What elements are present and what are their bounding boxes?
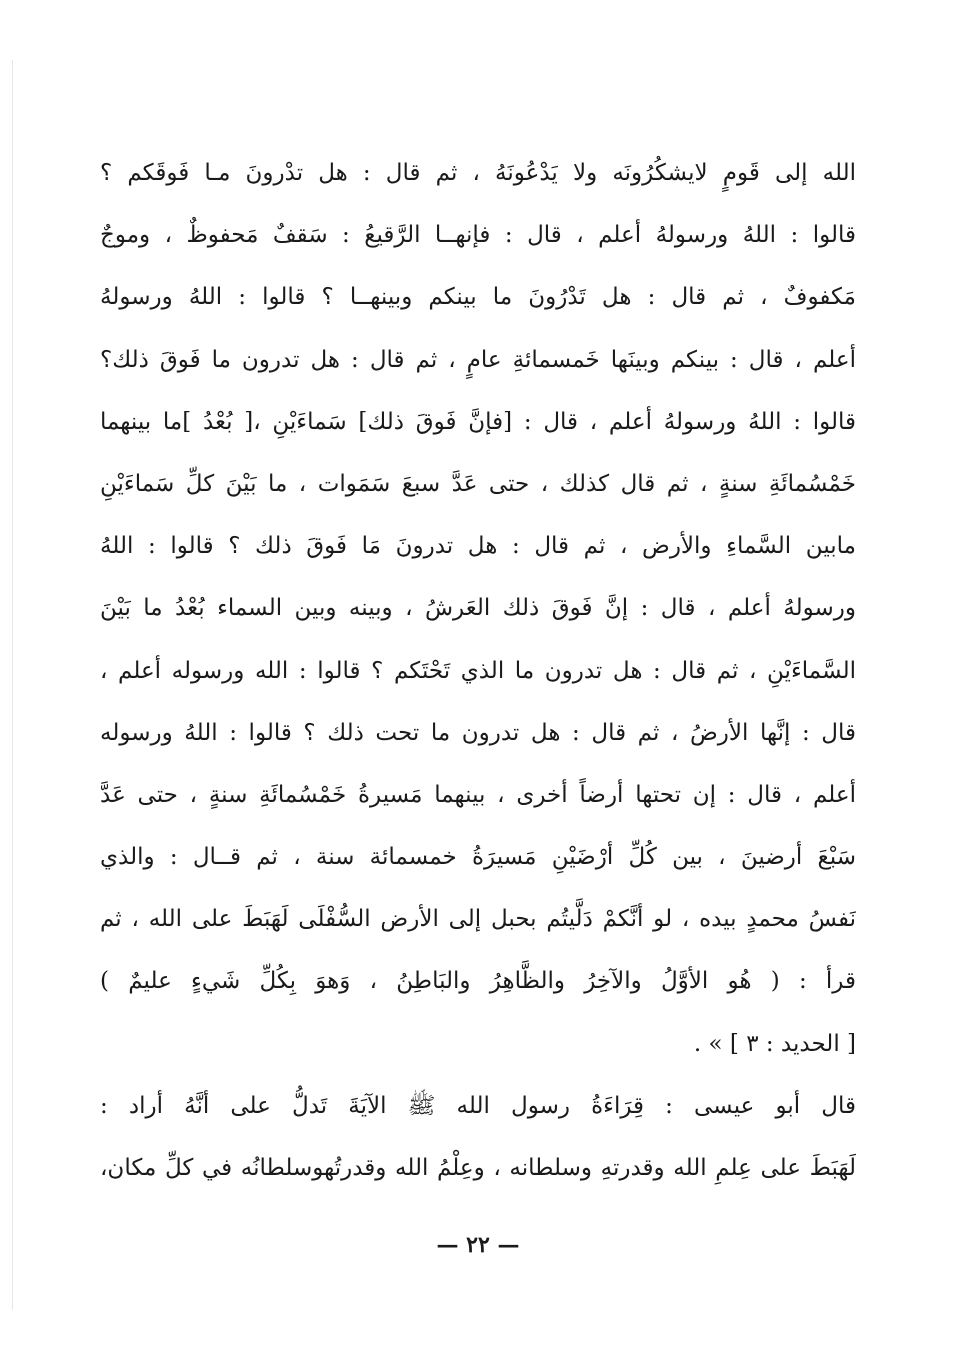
text-line: ورسولهُ أعلم ، قال : إنَّ فَوقَ ذلك العَرشُ ، وبينه وبين السماء بُعْدُ ما بَيْنَ bbox=[100, 595, 856, 622]
text-line: مابين السَّماءِ والأرض ، ثم قال : هل تدرونَ مَا فَوقَ ذلك ؟ قالوا : اللهُ bbox=[100, 533, 856, 560]
text-line: قالوا : اللهُ ورسولهُ أعلم ، قال : [فإنَّ فَوقَ ذلك] سَماءَيْنِ ،[ بُعْدُ ]ما بينهما bbox=[100, 408, 856, 435]
text-line: قالوا : اللهُ ورسولهُ أعلم ، قال : فإنهــا الرَّقيعُ : سَقفٌ مَحفوظٌ ، وموجٌ bbox=[100, 222, 856, 249]
text-line: الله إلى قَومٍ لايشكُرُونَه ولا يَدْعُونَهُ ، ثم قال : هل تدْرونَ مـا فَوقَكم ؟ bbox=[100, 160, 856, 186]
text-line: السَّماءَيْنِ ، ثم قال : هل تدرون ما الذي تَحْتَكم ؟ قالوا : الله ورسوله أعلم ، bbox=[100, 657, 856, 684]
text-line: مَكفوفٌ ، ثم قال : هل تَدْرُونَ ما بينكم وبينهــا ؟ قالوا : اللهُ ورسولهُ bbox=[100, 284, 856, 311]
citation-line: [ الحديد : ٣ ] » . bbox=[693, 1030, 856, 1057]
body-text bbox=[100, 142, 856, 1199]
text-line: لَهَبَطَ على عِلمِ الله وقدرتهِ وسلطانه ، وعِلْمُ الله وقدرتُهوسلطانُه في كلِّ مكان، bbox=[100, 1155, 856, 1181]
text-line: سَبْعَ أرضينَ ، بين كُلِّ أرْضَيْنِ مَسيرَةُ خمسمائة سنة ، ثم قــال : والذي bbox=[100, 844, 856, 871]
page-number: — ٢٢ — bbox=[436, 1232, 520, 1258]
text-line: قرأ : ( هُو الأوَّلُ والآخِرُ والظَّاهِرُ والبَاطِنُ ، وَهوَ بِكُلِّ شَيءٍ عليمٌ ) bbox=[100, 968, 856, 995]
text-line: نَفسُ محمدٍ بيده ، لو أنَّكمْ دَلَّيتُم بحبل إلى الأرض السُّفْلَى لَهَبَطَ على الله ، ثم bbox=[100, 906, 856, 933]
text-line: قال أبو عيسى : قِرَاءَةُ رسول الله ﷺ الآيَةَ تَدلُّ على أنَّهُ أراد : bbox=[100, 1092, 856, 1119]
scan-edge-line bbox=[12, 60, 13, 1310]
text-line: أعلم ، قال : بينكم وبينَها خَمسمائةِ عامٍ ، ثم قال : هل تدرون ما فَوقَ ذلك؟ bbox=[100, 346, 856, 373]
text-line: خَمْسُمائَةِ سنةٍ ، ثم قال كذلك ، حتى عَدَّ سبعَ سَمَوات ، ما بَيْنَ كلِّ سَماءَيْنِ bbox=[100, 470, 856, 497]
text-line: قال : إنَّها الأرضُ ، ثم قال : هل تدرون ما تحت ذلك ؟ قالوا : اللهُ ورسوله bbox=[100, 719, 856, 746]
text-line: أعلم ، قال : إن تحتها أرضاً أخرى ، بينهما مَسيرةُ خَمْسُمائَةِ سنةٍ ، حتى عَدَّ bbox=[100, 781, 856, 808]
